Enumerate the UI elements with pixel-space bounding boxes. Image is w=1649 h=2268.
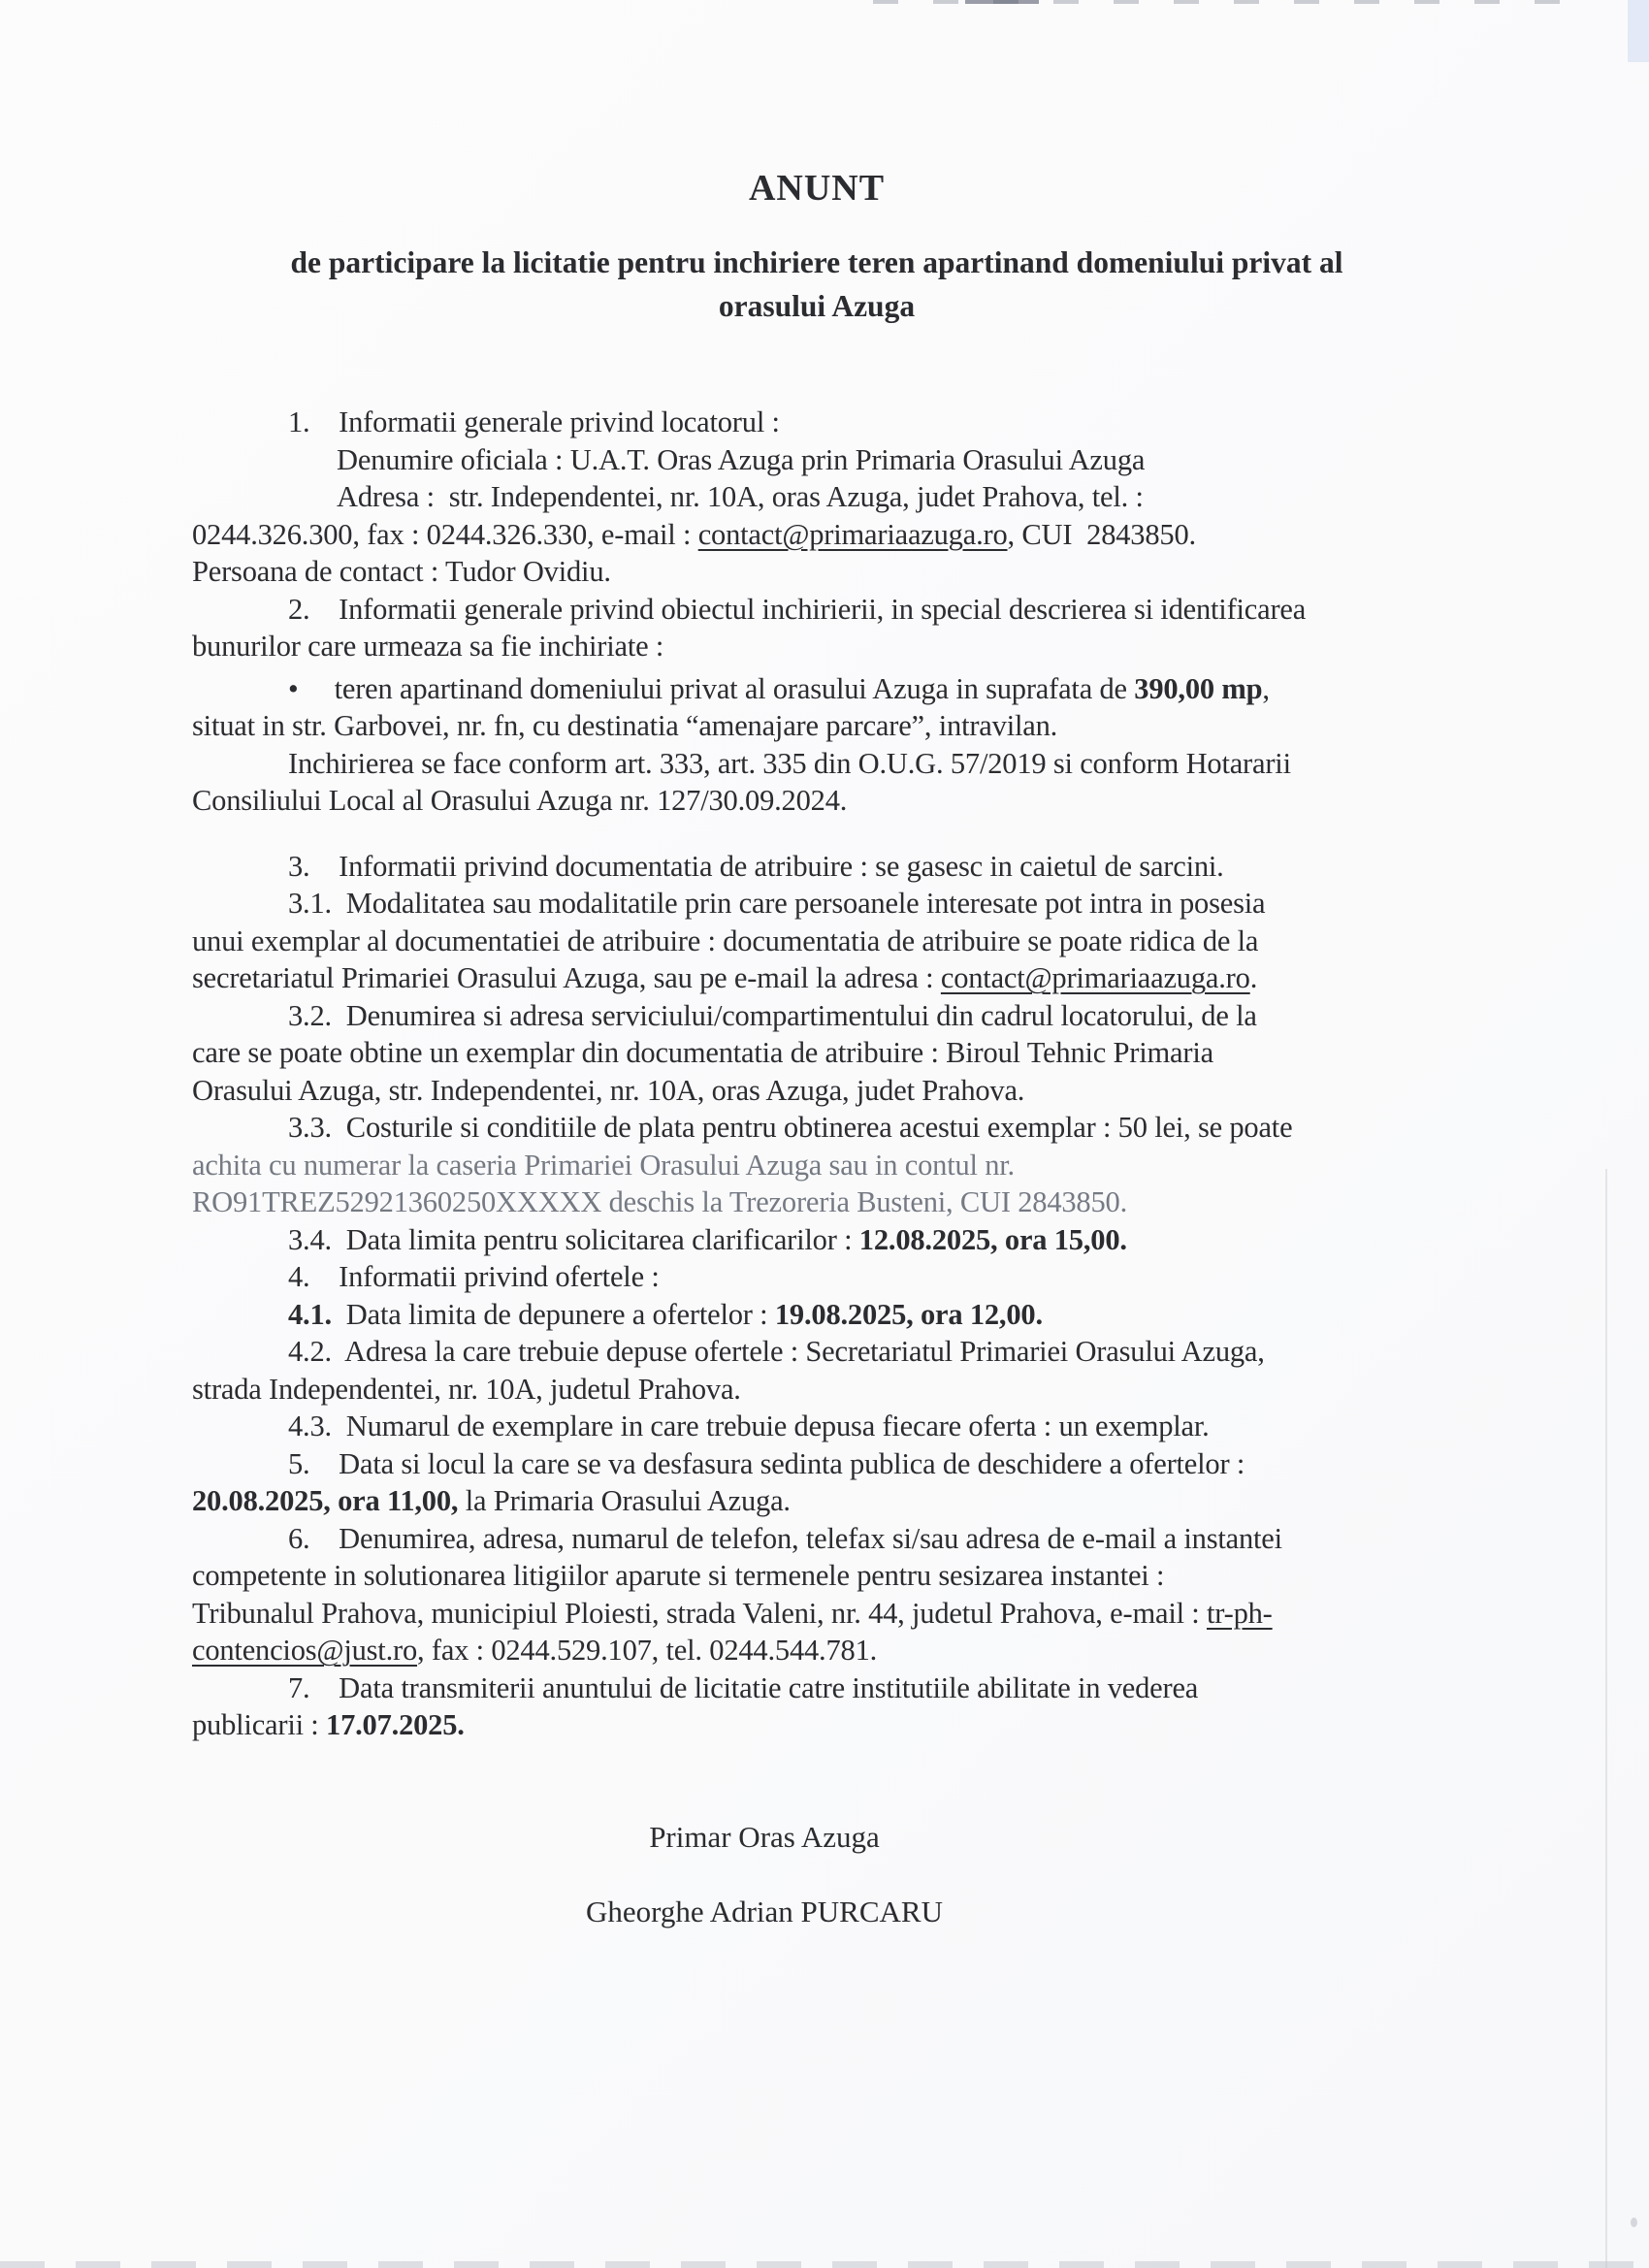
- body-line-32: Tribunalul Prahova, municipiul Ploiesti, strada Valeni, nr. 44, judetul Prahova, e-mail : tr-ph-: [192, 1596, 1273, 1630]
- body-line-13: 3.1. Modalitatea sau modalitatile prin care persoanele interesate pot intra in posesia: [288, 887, 1266, 920]
- body-line-9: situat in str. Garbovei, nr. fn, cu destinatia “amenajare parcare”, intravilan.: [192, 709, 1058, 742]
- scan-artifact-corner-tint: [1628, 0, 1649, 62]
- body-line-23: 4. Informatii privind ofertele :: [288, 1260, 660, 1293]
- scan-artifact-top-dark-mark: [965, 0, 1039, 4]
- scan-artifact-right-edge-line: [1605, 1169, 1607, 2268]
- body-line-29: 20.08.2025, ora 11,00, la Primaria Orasului Azuga.: [192, 1484, 791, 1517]
- signature-name: Gheorghe Adrian PURCARU: [586, 1895, 943, 1928]
- body-line-12: 3. Informatii privind documentatia de atribuire : se gasesc in caietul de sarcini.: [288, 849, 1224, 883]
- body-line-7: bunurilor care urmeaza sa fie inchiriate :: [192, 630, 664, 663]
- body-line-17: care se poate obtine un exemplar din documentatia de atribuire : Biroul Tehnic Primaria: [192, 1036, 1213, 1069]
- body-line-8: • teren apartinand domeniului privat al orasului Azuga in suprafata de 390,00 mp,: [288, 671, 1270, 705]
- body-line-16: 3.2. Denumirea si adresa serviciului/compartimentului din cadrul locatorului, de la: [288, 998, 1257, 1032]
- body-line-21: RO91TREZ52921360250XXXXX deschis la Trezoreria Busteni, CUI 2843850.: [192, 1185, 1128, 1218]
- body-line-18: Orasului Azuga, str. Independentei, nr. 10A, oras Azuga, judet Prahova.: [192, 1073, 1025, 1107]
- body-line-31: competente in solutionarea litigiilor aparute si termenele pentru sesizarea instantei :: [192, 1559, 1165, 1592]
- body-lines: [192, 404, 1531, 1744]
- body-line-15: secretariatul Primariei Orasului Azuga, sau pe e-mail la adresa : contact@primariaazuga.ro.: [192, 961, 1258, 994]
- body-line-33: contencios@just.ro, fax : 0244.529.107, tel. 0244.544.781.: [192, 1634, 878, 1667]
- body-line-25: 4.2. Adresa la care trebuie depuse ofertele : Secretariatul Primariei Orasului Azuga,: [288, 1335, 1265, 1368]
- scan-artifact-bottom-edge: [0, 2261, 1649, 2268]
- underlined-text: tr-ph-: [1207, 1596, 1273, 1630]
- document-title: ANUNT: [748, 168, 886, 209]
- body-line-11: Consiliului Local al Orasului Azuga nr. 127/30.09.2024.: [192, 784, 848, 817]
- body-line-1: 1. Informatii generale privind locatorul :: [288, 405, 780, 438]
- body-line-19: 3.3. Costurile si conditiile de plata pentru obtinerea acestui exemplar : 50 lei, se poate: [288, 1111, 1293, 1144]
- signature-role: Primar Oras Azuga: [649, 1820, 880, 1854]
- body-line-22: 3.4. Data limita pentru solicitarea clarificarilor : 12.08.2025, ora 15,00.: [288, 1222, 1127, 1256]
- body-line-6: 2. Informatii generale privind obiectul inchirierii, in special descrierea si identificarea: [288, 592, 1307, 626]
- underlined-text: contact@primariaazuga.ro: [697, 517, 1008, 551]
- document-subtitle-line-2: orasului Azuga: [718, 289, 916, 323]
- underlined-text: contact@primariaazuga.ro: [940, 961, 1250, 994]
- body-line-2: Denumire oficiala : U.A.T. Oras Azuga prin Primaria Orasului Azuga: [337, 442, 1146, 476]
- body-line-35: publicarii : 17.07.2025.: [192, 1708, 465, 1741]
- body-line-26: strada Independentei, nr. 10A, judetul Prahova.: [192, 1372, 741, 1406]
- body-line-4: 0244.326.300, fax : 0244.326.330, e-mail : contact@primariaazuga.ro, CUI 2843850.: [192, 517, 1196, 551]
- scan-artifact-corner-dot: [1631, 2218, 1637, 2227]
- body-line-27: 4.3. Numarul de exemplare in care trebuie depusa fiecare oferta : un exemplar.: [288, 1409, 1210, 1442]
- body-line-5: Persoana de contact : Tudor Ovidiu.: [192, 555, 611, 588]
- body-line-34: 7. Data transmiterii anuntului de licitatie catre institutiile abilitate in vederea: [288, 1670, 1199, 1704]
- document-subtitle-line-1: de participare la licitatie pentru inchiriere teren apartinand domeniului privat al: [290, 245, 1343, 279]
- underlined-text: contencios@just.ro: [192, 1634, 418, 1667]
- body-line-14: unui exemplar al documentatiei de atribuire : documentatia de atribuire se poate ridica de la: [192, 923, 1259, 957]
- body-line-28: 5. Data si locul la care se va desfasura sedinta publica de deschidere a ofertelor :: [288, 1446, 1245, 1480]
- body-line-24: 4.1. Data limita de depunere a ofertelor : 19.08.2025, ora 12,00.: [288, 1297, 1043, 1331]
- body-line-20: achita cu numerar la caseria Primariei Orasului Azuga sau in contul nr.: [192, 1148, 1015, 1182]
- body-line-30: 6. Denumirea, adresa, numarul de telefon, telefax si/sau adresa de e-mail a instantei: [288, 1521, 1282, 1555]
- body-line-10: Inchirierea se face conform art. 333, art. 335 din O.U.G. 57/2019 si conform Hotararii: [288, 746, 1291, 780]
- scan-artifact-top-specks: [873, 0, 1591, 4]
- document-subtitle: [0, 241, 1641, 328]
- body-line-3: Adresa : str. Independentei, nr. 10A, oras Azuga, judet Prahova, tel. :: [337, 480, 1144, 513]
